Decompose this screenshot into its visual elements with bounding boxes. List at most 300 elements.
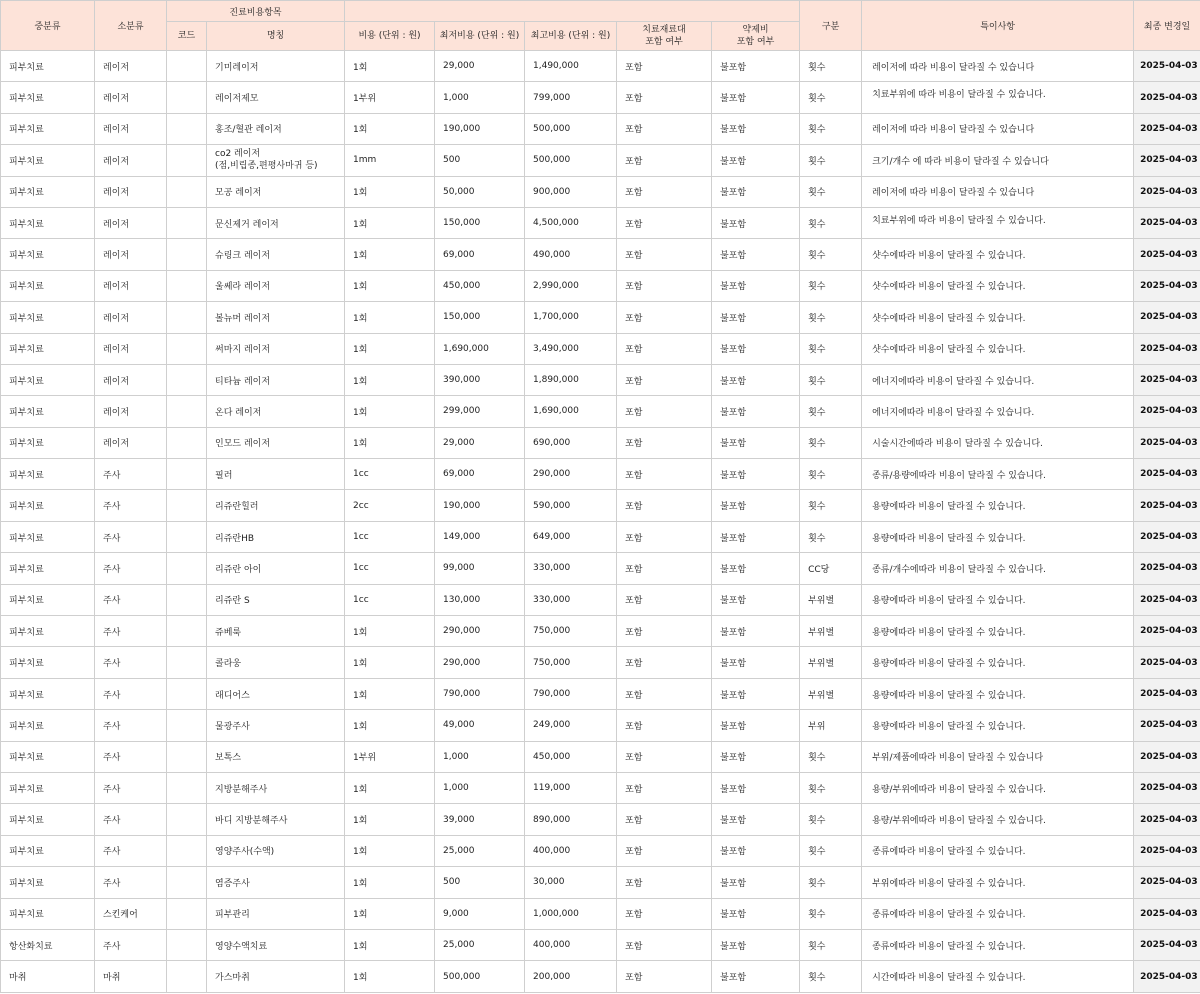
cell-unit: 1회 xyxy=(345,239,435,270)
cell-updated: 2025-04-03 xyxy=(1134,82,1200,113)
header-updated: 최종 변경일 xyxy=(1134,1,1200,51)
cell-material: 포함 xyxy=(617,176,712,207)
cell-unit: 1회 xyxy=(345,51,435,82)
cell-material: 포함 xyxy=(617,647,712,678)
cell-division: 횟수 xyxy=(800,459,862,490)
cell-category-sub: 주사 xyxy=(95,521,167,552)
cell-division: 부위별 xyxy=(800,647,862,678)
cell-category-sub: 레이저 xyxy=(95,396,167,427)
cell-category-sub: 주사 xyxy=(95,929,167,960)
cell-category-mid: 피부치료 xyxy=(1,553,95,584)
cell-code xyxy=(167,772,207,803)
cell-material: 포함 xyxy=(617,207,712,238)
cell-drug: 불포함 xyxy=(712,207,800,238)
cell-category-mid: 피부치료 xyxy=(1,521,95,552)
cell-code xyxy=(167,396,207,427)
cell-division: 횟수 xyxy=(800,929,862,960)
cell-division: 횟수 xyxy=(800,804,862,835)
cell-max-cost: 590,000 xyxy=(525,490,617,521)
cell-min-cost: 130,000 xyxy=(435,584,525,615)
cell-min-cost: 49,000 xyxy=(435,710,525,741)
cell-drug: 불포함 xyxy=(712,113,800,144)
cell-min-cost: 190,000 xyxy=(435,113,525,144)
cell-max-cost: 400,000 xyxy=(525,835,617,866)
cell-name: 보톡스 xyxy=(207,741,345,772)
cell-unit: 1cc xyxy=(345,553,435,584)
cell-drug: 불포함 xyxy=(712,584,800,615)
cell-updated: 2025-04-03 xyxy=(1134,490,1200,521)
cell-category-sub: 주사 xyxy=(95,616,167,647)
cell-material: 포함 xyxy=(617,364,712,395)
cell-division: 횟수 xyxy=(800,898,862,929)
cell-max-cost: 330,000 xyxy=(525,553,617,584)
cell-drug: 불포함 xyxy=(712,427,800,458)
cell-unit: 1cc xyxy=(345,584,435,615)
cell-name: 지방분해주사 xyxy=(207,772,345,803)
cell-min-cost: 25,000 xyxy=(435,929,525,960)
cell-note: 부위에따라 비용이 달라질 수 있습니다. xyxy=(862,867,1134,898)
cell-material: 포함 xyxy=(617,239,712,270)
cell-material: 포함 xyxy=(617,521,712,552)
cell-drug: 불포함 xyxy=(712,647,800,678)
cell-note: 용량/부위에따라 비용이 달라질 수 있습니다. xyxy=(862,804,1134,835)
cell-drug: 불포함 xyxy=(712,710,800,741)
cell-max-cost: 3,490,000 xyxy=(525,333,617,364)
cell-category-mid: 피부치료 xyxy=(1,396,95,427)
cell-material: 포함 xyxy=(617,427,712,458)
cell-code xyxy=(167,553,207,584)
cell-name: 영양수액치료 xyxy=(207,929,345,960)
cell-code xyxy=(167,584,207,615)
cell-max-cost: 1,000,000 xyxy=(525,898,617,929)
cell-code xyxy=(167,804,207,835)
cell-note: 샷수에따라 비용이 달라질 수 있습니다. xyxy=(862,302,1134,333)
cell-drug: 불포함 xyxy=(712,804,800,835)
cell-category-mid: 피부치료 xyxy=(1,710,95,741)
cell-division: 횟수 xyxy=(800,270,862,301)
cell-unit: 1cc xyxy=(345,459,435,490)
cell-category-sub: 주사 xyxy=(95,584,167,615)
cell-drug: 불포함 xyxy=(712,145,800,176)
cell-note: 용량에따라 비용이 달라질 수 있습니다. xyxy=(862,710,1134,741)
cell-note: 종류에따라 비용이 달라질 수 있습니다. xyxy=(862,898,1134,929)
cell-name: 래디어스 xyxy=(207,678,345,709)
table-row xyxy=(1,961,1200,992)
cell-note: 용량에따라 비용이 달라질 수 있습니다. xyxy=(862,616,1134,647)
cell-name: 티타늄 레이저 xyxy=(207,364,345,395)
cell-drug: 불포함 xyxy=(712,270,800,301)
cell-category-sub: 레이저 xyxy=(95,427,167,458)
cell-updated: 2025-04-03 xyxy=(1134,741,1200,772)
cell-updated: 2025-04-03 xyxy=(1134,616,1200,647)
table-row xyxy=(1,176,1200,207)
cell-material: 포함 xyxy=(617,396,712,427)
cell-min-cost: 1,690,000 xyxy=(435,333,525,364)
cell-division: 횟수 xyxy=(800,835,862,866)
cell-min-cost: 25,000 xyxy=(435,835,525,866)
cell-category-sub: 레이저 xyxy=(95,51,167,82)
cell-unit: 1회 xyxy=(345,647,435,678)
cell-drug: 불포함 xyxy=(712,772,800,803)
cell-max-cost: 330,000 xyxy=(525,584,617,615)
cell-name: 써마지 레이저 xyxy=(207,333,345,364)
cell-material: 포함 xyxy=(617,145,712,176)
cell-name: 필러 xyxy=(207,459,345,490)
cell-name: 레이저제모 xyxy=(207,82,345,113)
table-row xyxy=(1,647,1200,678)
cell-name: 인모드 레이저 xyxy=(207,427,345,458)
cell-updated: 2025-04-03 xyxy=(1134,176,1200,207)
cell-unit: 1회 xyxy=(345,176,435,207)
cell-updated: 2025-04-03 xyxy=(1134,961,1200,992)
cell-unit: 1회 xyxy=(345,616,435,647)
cell-unit: 1회 xyxy=(345,364,435,395)
table-row xyxy=(1,113,1200,144)
cell-max-cost: 500,000 xyxy=(525,145,617,176)
cell-max-cost: 690,000 xyxy=(525,427,617,458)
cell-updated: 2025-04-03 xyxy=(1134,867,1200,898)
cell-category-sub: 레이저 xyxy=(95,176,167,207)
cell-category-sub: 주사 xyxy=(95,867,167,898)
cell-drug: 불포함 xyxy=(712,333,800,364)
cell-code xyxy=(167,239,207,270)
cell-unit: 1cc xyxy=(345,521,435,552)
cell-category-sub: 주사 xyxy=(95,804,167,835)
cell-material: 포함 xyxy=(617,584,712,615)
cell-category-mid: 피부치료 xyxy=(1,427,95,458)
cell-name: 염증주사 xyxy=(207,867,345,898)
cell-note: 치료부위에 따라 비용이 달라질 수 있습니다. xyxy=(862,207,1134,238)
cell-updated: 2025-04-03 xyxy=(1134,145,1200,176)
table-row xyxy=(1,239,1200,270)
cell-category-sub: 스킨케어 xyxy=(95,898,167,929)
cell-material: 포함 xyxy=(617,616,712,647)
table-row xyxy=(1,82,1200,113)
cell-unit: 1회 xyxy=(345,804,435,835)
cell-drug: 불포함 xyxy=(712,678,800,709)
cell-unit: 1부위 xyxy=(345,82,435,113)
cell-min-cost: 150,000 xyxy=(435,207,525,238)
header-material-line2: 포함 여부 xyxy=(645,37,683,47)
cell-max-cost: 290,000 xyxy=(525,459,617,490)
cell-updated: 2025-04-03 xyxy=(1134,364,1200,395)
cell-unit: 2cc xyxy=(345,490,435,521)
cell-drug: 불포함 xyxy=(712,82,800,113)
cell-note: 레이저에 따라 비용이 달라질 수 있습니다 xyxy=(862,113,1134,144)
table-row xyxy=(1,302,1200,333)
cell-drug: 불포함 xyxy=(712,459,800,490)
cell-category-mid: 피부치료 xyxy=(1,302,95,333)
cell-min-cost: 29,000 xyxy=(435,427,525,458)
cell-unit: 1회 xyxy=(345,898,435,929)
cell-min-cost: 500,000 xyxy=(435,961,525,992)
cell-updated: 2025-04-03 xyxy=(1134,553,1200,584)
cell-category-sub: 레이저 xyxy=(95,207,167,238)
cell-max-cost: 200,000 xyxy=(525,961,617,992)
cell-category-mid: 피부치료 xyxy=(1,113,95,144)
cell-unit: 1회 xyxy=(345,772,435,803)
cell-code xyxy=(167,961,207,992)
table-row xyxy=(1,396,1200,427)
cell-max-cost: 1,700,000 xyxy=(525,302,617,333)
cell-drug: 불포함 xyxy=(712,396,800,427)
cell-updated: 2025-04-03 xyxy=(1134,584,1200,615)
table-row xyxy=(1,553,1200,584)
cell-category-sub: 주사 xyxy=(95,459,167,490)
cell-code xyxy=(167,929,207,960)
cell-division: 부위별 xyxy=(800,584,862,615)
cell-name-line2: (점,비립종,편평사마귀 등) xyxy=(215,161,318,172)
cell-updated: 2025-04-03 xyxy=(1134,427,1200,458)
cell-category-mid: 피부치료 xyxy=(1,647,95,678)
cell-drug: 불포함 xyxy=(712,929,800,960)
cell-division: CC당 xyxy=(800,553,862,584)
cell-material: 포함 xyxy=(617,82,712,113)
table-row xyxy=(1,207,1200,238)
cell-code xyxy=(167,176,207,207)
cell-material: 포함 xyxy=(617,113,712,144)
cell-material: 포함 xyxy=(617,710,712,741)
cell-note: 에너지에따라 비용이 달라질 수 있습니다. xyxy=(862,396,1134,427)
cell-name: 물광주사 xyxy=(207,710,345,741)
cell-updated: 2025-04-03 xyxy=(1134,333,1200,364)
cell-code xyxy=(167,459,207,490)
cell-note: 종류/개수에따라 비용이 달라질 수 있습니다. xyxy=(862,553,1134,584)
cell-category-mid: 피부치료 xyxy=(1,176,95,207)
cell-max-cost: 1,490,000 xyxy=(525,51,617,82)
cell-note: 용량에따라 비용이 달라질 수 있습니다. xyxy=(862,490,1134,521)
cell-max-cost: 799,000 xyxy=(525,82,617,113)
cell-code xyxy=(167,741,207,772)
cell-unit: 1회 xyxy=(345,396,435,427)
cell-category-mid: 피부치료 xyxy=(1,678,95,709)
header-category-sub: 소분류 xyxy=(95,1,167,51)
cell-division: 횟수 xyxy=(800,772,862,803)
cell-category-mid: 피부치료 xyxy=(1,804,95,835)
cell-code xyxy=(167,647,207,678)
cell-min-cost: 1,000 xyxy=(435,772,525,803)
header-group-filler xyxy=(345,1,800,22)
table-row xyxy=(1,459,1200,490)
cell-category-sub: 레이저 xyxy=(95,145,167,176)
cell-code xyxy=(167,678,207,709)
cell-category-mid: 마취 xyxy=(1,961,95,992)
table-row xyxy=(1,898,1200,929)
cell-max-cost: 1,690,000 xyxy=(525,396,617,427)
cell-division: 횟수 xyxy=(800,364,862,395)
cell-category-sub: 주사 xyxy=(95,710,167,741)
cell-division: 부위별 xyxy=(800,678,862,709)
cell-min-cost: 39,000 xyxy=(435,804,525,835)
cell-division: 횟수 xyxy=(800,867,862,898)
cell-category-mid: 항산화치료 xyxy=(1,929,95,960)
cell-division: 횟수 xyxy=(800,521,862,552)
table-row xyxy=(1,678,1200,709)
cell-name: 쥬베룩 xyxy=(207,616,345,647)
cell-name: 리쥬란HB xyxy=(207,521,345,552)
cell-drug: 불포함 xyxy=(712,898,800,929)
table-row xyxy=(1,710,1200,741)
cell-drug: 불포함 xyxy=(712,616,800,647)
cell-material: 포함 xyxy=(617,270,712,301)
cell-min-cost: 390,000 xyxy=(435,364,525,395)
header-drug-line1: 약제비 xyxy=(742,25,769,35)
cell-min-cost: 1,000 xyxy=(435,82,525,113)
cell-division: 횟수 xyxy=(800,113,862,144)
cell-unit: 1회 xyxy=(345,113,435,144)
cell-min-cost: 299,000 xyxy=(435,396,525,427)
cell-division: 횟수 xyxy=(800,427,862,458)
cell-min-cost: 500 xyxy=(435,145,525,176)
cell-drug: 불포함 xyxy=(712,867,800,898)
cell-material: 포함 xyxy=(617,333,712,364)
cell-division: 횟수 xyxy=(800,239,862,270)
cell-note: 치료부위에 따라 비용이 달라질 수 있습니다. xyxy=(862,82,1134,113)
cell-category-mid: 피부치료 xyxy=(1,145,95,176)
cell-min-cost: 99,000 xyxy=(435,553,525,584)
cell-category-mid: 피부치료 xyxy=(1,584,95,615)
cell-material: 포함 xyxy=(617,51,712,82)
cell-min-cost: 1,000 xyxy=(435,741,525,772)
cell-note: 용량/부위에따라 비용이 달라질 수 있습니다. xyxy=(862,772,1134,803)
cell-updated: 2025-04-03 xyxy=(1134,647,1200,678)
cell-note: 종류에따라 비용이 달라질 수 있습니다. xyxy=(862,929,1134,960)
cell-category-sub: 레이저 xyxy=(95,239,167,270)
cell-note: 시간에따라 비용이 달라질 수 있습니다. xyxy=(862,961,1134,992)
cell-drug: 불포함 xyxy=(712,51,800,82)
cell-max-cost: 119,000 xyxy=(525,772,617,803)
cell-unit: 1회 xyxy=(345,678,435,709)
cell-category-mid: 피부치료 xyxy=(1,459,95,490)
cell-code xyxy=(167,710,207,741)
cell-division: 횟수 xyxy=(800,961,862,992)
cell-material: 포함 xyxy=(617,302,712,333)
cell-name: 피부관리 xyxy=(207,898,345,929)
cell-division: 횟수 xyxy=(800,82,862,113)
table-row xyxy=(1,772,1200,803)
cell-code xyxy=(167,427,207,458)
cell-division: 부위별 xyxy=(800,616,862,647)
header-note: 특이사항 xyxy=(862,1,1134,51)
cell-category-mid: 피부치료 xyxy=(1,490,95,521)
cell-material: 포함 xyxy=(617,490,712,521)
cell-min-cost: 50,000 xyxy=(435,176,525,207)
header-code: 코드 xyxy=(167,22,207,51)
cell-min-cost: 450,000 xyxy=(435,270,525,301)
cell-name: 가스마취 xyxy=(207,961,345,992)
cell-category-mid: 피부치료 xyxy=(1,207,95,238)
cell-category-mid: 피부치료 xyxy=(1,898,95,929)
cell-category-sub: 레이저 xyxy=(95,302,167,333)
cell-category-sub: 레이저 xyxy=(95,333,167,364)
cell-max-cost: 790,000 xyxy=(525,678,617,709)
cell-updated: 2025-04-03 xyxy=(1134,898,1200,929)
cell-name xyxy=(207,145,345,176)
cell-category-mid: 피부치료 xyxy=(1,364,95,395)
cell-category-sub: 주사 xyxy=(95,741,167,772)
cell-code xyxy=(167,898,207,929)
cell-category-mid: 피부치료 xyxy=(1,772,95,803)
header-cost: 비용 (단위 : 원) xyxy=(345,22,435,51)
cell-min-cost: 29,000 xyxy=(435,51,525,82)
cell-material: 포함 xyxy=(617,553,712,584)
cell-note: 샷수에따라 비용이 달라질 수 있습니다. xyxy=(862,270,1134,301)
cell-max-cost: 900,000 xyxy=(525,176,617,207)
cell-note: 종류에따라 비용이 달라질 수 있습니다. xyxy=(862,835,1134,866)
cell-updated: 2025-04-03 xyxy=(1134,270,1200,301)
cell-unit: 1회 xyxy=(345,929,435,960)
cell-category-sub: 주사 xyxy=(95,490,167,521)
cell-code xyxy=(167,51,207,82)
cell-note: 용량에따라 비용이 달라질 수 있습니다. xyxy=(862,584,1134,615)
cell-unit: 1회 xyxy=(345,207,435,238)
cell-updated: 2025-04-03 xyxy=(1134,710,1200,741)
cell-drug: 불포함 xyxy=(712,176,800,207)
cell-material: 포함 xyxy=(617,898,712,929)
table-row xyxy=(1,929,1200,960)
cell-code xyxy=(167,113,207,144)
cell-updated: 2025-04-03 xyxy=(1134,51,1200,82)
cell-code xyxy=(167,145,207,176)
cell-max-cost: 4,500,000 xyxy=(525,207,617,238)
cell-unit: 1회 xyxy=(345,835,435,866)
cell-division: 횟수 xyxy=(800,490,862,521)
cell-note: 용량에따라 비용이 달라질 수 있습니다. xyxy=(862,521,1134,552)
cell-category-mid: 피부치료 xyxy=(1,51,95,82)
cell-note: 레이저에 따라 비용이 달라질 수 있습니다 xyxy=(862,176,1134,207)
cell-division: 횟수 xyxy=(800,176,862,207)
cell-category-sub: 레이저 xyxy=(95,270,167,301)
cell-category-sub: 레이저 xyxy=(95,113,167,144)
cell-division: 횟수 xyxy=(800,302,862,333)
cell-note: 에너지에따라 비용이 달라질 수 있습니다. xyxy=(862,364,1134,395)
cell-unit: 1부위 xyxy=(345,741,435,772)
cell-category-sub: 마취 xyxy=(95,961,167,992)
table-row xyxy=(1,490,1200,521)
cell-division: 횟수 xyxy=(800,396,862,427)
cell-max-cost: 490,000 xyxy=(525,239,617,270)
cell-category-sub: 주사 xyxy=(95,835,167,866)
cell-note: 샷수에따라 비용이 달라질 수 있습니다. xyxy=(862,333,1134,364)
cell-min-cost: 290,000 xyxy=(435,647,525,678)
header-min-cost: 최저비용 (단위 : 원) xyxy=(435,22,525,51)
cell-max-cost: 750,000 xyxy=(525,616,617,647)
cell-min-cost: 150,000 xyxy=(435,302,525,333)
table-row xyxy=(1,145,1200,176)
cell-updated: 2025-04-03 xyxy=(1134,929,1200,960)
cell-min-cost: 290,000 xyxy=(435,616,525,647)
table-row xyxy=(1,270,1200,301)
cell-updated: 2025-04-03 xyxy=(1134,772,1200,803)
cell-code xyxy=(167,364,207,395)
cell-unit: 1회 xyxy=(345,961,435,992)
table-row xyxy=(1,427,1200,458)
cell-note: 레이저에 따라 비용이 달라질 수 있습니다 xyxy=(862,51,1134,82)
cell-min-cost: 69,000 xyxy=(435,239,525,270)
cell-updated: 2025-04-03 xyxy=(1134,113,1200,144)
table-row xyxy=(1,804,1200,835)
cell-unit: 1회 xyxy=(345,302,435,333)
cell-updated: 2025-04-03 xyxy=(1134,835,1200,866)
table-row xyxy=(1,835,1200,866)
cell-material: 포함 xyxy=(617,741,712,772)
cell-division: 횟수 xyxy=(800,207,862,238)
cell-name: 바디 지방분해주사 xyxy=(207,804,345,835)
cell-code xyxy=(167,333,207,364)
cell-material: 포함 xyxy=(617,961,712,992)
cell-category-mid: 피부치료 xyxy=(1,239,95,270)
cell-min-cost: 69,000 xyxy=(435,459,525,490)
